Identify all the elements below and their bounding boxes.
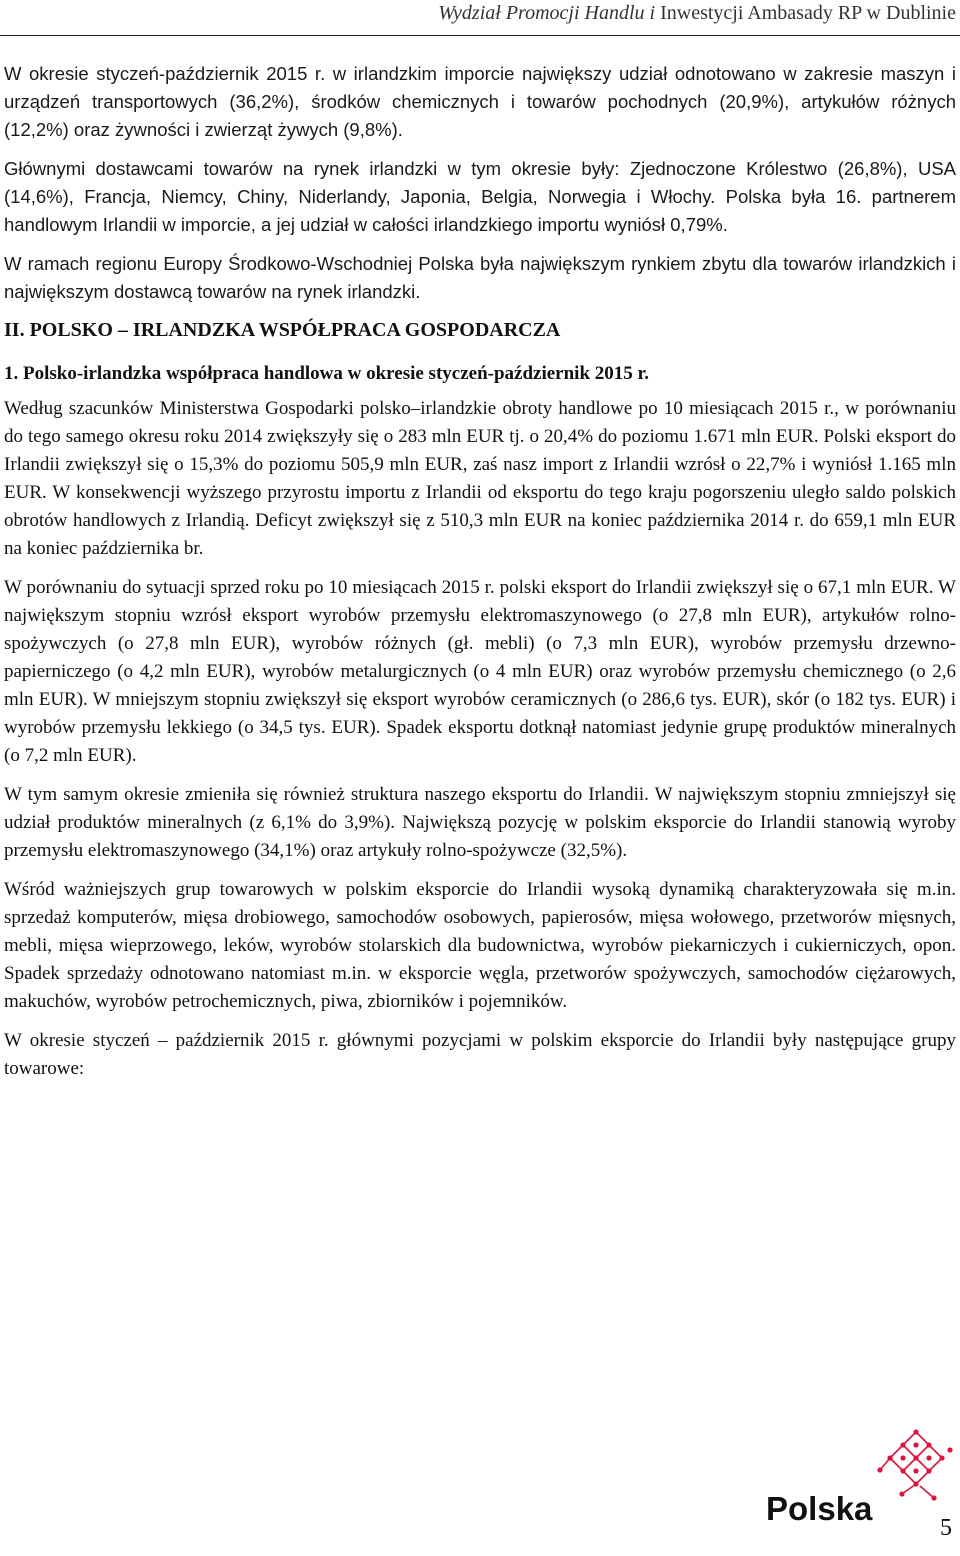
header-title-italic: Wydział Promocji Handlu i: [438, 2, 656, 24]
logo-mesh-dot: [899, 1491, 904, 1496]
logo-mesh-dot: [913, 1481, 918, 1486]
paragraph-export-growth: W porównaniu do sytuacji sprzed roku po 10 miesiącach 2015 r. polski eksport do Irlandii zwiększył się o 67,1 mln EUR. W największym stopniu wzrósł eksport wyrobów przemysłu elektromaszynowego (o 27,8 mln EUR), artykułów rolno-spożywczych (o 27,8 mln EUR), wyrobów różnych (gł. mebli) (o 7,3 mln EUR), wyrobów przemysłu drzewno-papierniczego (o 4,2 mln EUR), wyrobów metalurgicznych (o 4 mln EUR) oraz wyrobów przemysłu chemicznego (o 2,6 mln EUR). W mniejszym stopniu zwiększył się eksport wyrobów ceramicznych (o 286,6 tys. EUR), skór (o 182 tys. EUR) i wyrobów przemysłu lekkiego (o 34,5 tys. EUR). Spadek eksportu dotknął natomiast jedynie grupę produktów mineralnych (o 7,2 mln EUR).: [4, 577, 956, 766]
polska-logo: [766, 1428, 956, 1528]
paragraph-trade-turnover: Według szacunków Ministerstwa Gospodarki polsko–irlandzkie obroty handlowe po 10 miesiącach 2015 r., w porównaniu do tego samego okresu roku 2014 zwiększyły się o 283 mln EUR tj. o 20,4% do poziomu 1.671 mln EUR. Polski eksport do Irlandii zwiększył się o 15,3% do poziomu 505,9 mln EUR, zaś nasz import z Irlandii wzrósł o 22,7% i wyniósł 1.165 mln EUR. W konsekwencji wyższego przyrostu importu z Irlandii od eksportu do tego kraju pogorszeniu uległo saldo polskich obrotów handlowych z Irlandią. Deficyt zwiększył się z 510,3 mln EUR na koniec października 2014 r. do 659,1 mln EUR na koniec października br.: [4, 398, 956, 559]
section-heading: II. POLSKO – IRLANDZKA WSPÓŁPRACA GOSPODARCZA: [4, 319, 561, 341]
logo-mesh-dot: [931, 1495, 936, 1500]
paragraph-cee-region: W ramach regionu Europy Środkowo-Wschodniej Polska była największym rynkiem zbytu dla towarów irlandzkich i największym dostawcą towarów na rynek irlandzki.: [4, 253, 956, 302]
logo-mesh-dot: [913, 1468, 918, 1473]
header-title-rest: Inwestycji Ambasady RP w Dublinie: [655, 2, 956, 24]
page-number: 5: [940, 1515, 952, 1541]
page-header: [0, 0, 956, 26]
paragraph-main-positions: W okresie styczeń – październik 2015 r. głównymi pozycjami w polskim eksporcie do Irlandii były następujące grupy towarowe:: [4, 1030, 956, 1079]
logo-mesh-dot: [900, 1468, 905, 1473]
logo-mesh-dot: [900, 1442, 905, 1447]
logo-mesh-line: [920, 1486, 934, 1498]
logo-mesh-dot: [926, 1468, 931, 1473]
paragraph-product-dynamics: Wśród ważniejszych grup towarowych w polskim eksporcie do Irlandii wysoką dynamiką charakteryzowała się m.in. sprzedaż komputerów, mięsa drobiowego, samochodów osobowych, papierosów, mięsa wołowego, przetworów mięsnych, mebli, mięsa wieprzowego, leków, wyrobów stolarskich dla budownictwa, wyrobów piekarniczych i cukierniczych, opon. Spadek sprzedaży odnotowano natomiast m.in. w eksporcie węgla, przetworów spożywczych, samochodów ciężarowych, makuchów, wyrobów petrochemicznych, piwa, zbiorników i pojemników.: [4, 879, 956, 1012]
logo-mesh-dot: [913, 1442, 918, 1447]
logo-mesh-dot: [877, 1467, 882, 1472]
paragraph-import-structure: W okresie styczeń-październik 2015 r. w irlandzkim imporcie największy udział odnotowano w zakresie maszyn i urządzeń transportowych (36,2%), środków chemicznych i towarów pochodnych (20,9%), artykułów różnych (12,2%) oraz żywności i zwierząt żywych (9,8%).: [4, 63, 956, 140]
logo-mesh-dot: [913, 1455, 918, 1460]
document-body: [4, 60, 956, 1094]
subsection-heading: 1. Polsko-irlandzka współpraca handlowa w okresie styczeń-październik 2015 r.: [4, 363, 649, 384]
logo-mesh-dot: [939, 1455, 944, 1460]
logo-mesh-dot: [926, 1455, 931, 1460]
polska-logo-text: Polska: [766, 1490, 873, 1527]
logo-mesh-dot: [887, 1455, 892, 1460]
logo-mesh-dot: [947, 1447, 952, 1452]
logo-mesh-dot: [913, 1429, 918, 1434]
paragraph-main-suppliers: Głównymi dostawcami towarów na rynek irlandzki w tym okresie były: Zjednoczone Królestwo (26,8%), USA (14,6%), Francja, Niemcy, Chiny, Niderlandy, Japonia, Belgia, Norwegia i Włochy. Polska była 16. partnerem handlowym Irlandii w imporcie, a jej udział w całości irlandzkiego importu wyniósł 0,79%.: [4, 158, 956, 235]
header-rule: [0, 35, 960, 36]
logo-mesh-dot: [926, 1442, 931, 1447]
logo-mesh-dot: [900, 1455, 905, 1460]
paragraph-export-structure: W tym samym okresie zmieniła się również struktura naszego eksportu do Irlandii. W największym stopniu zmniejszył się udział produktów mineralnych (z 6,1% do 3,9%). Największą pozycję w polskim eksporcie do Irlandii stanowią wyroby przemysłu elektromaszynowego (34,1%) oraz artykuły rolno-spożywcze (32,5%).: [4, 784, 956, 861]
